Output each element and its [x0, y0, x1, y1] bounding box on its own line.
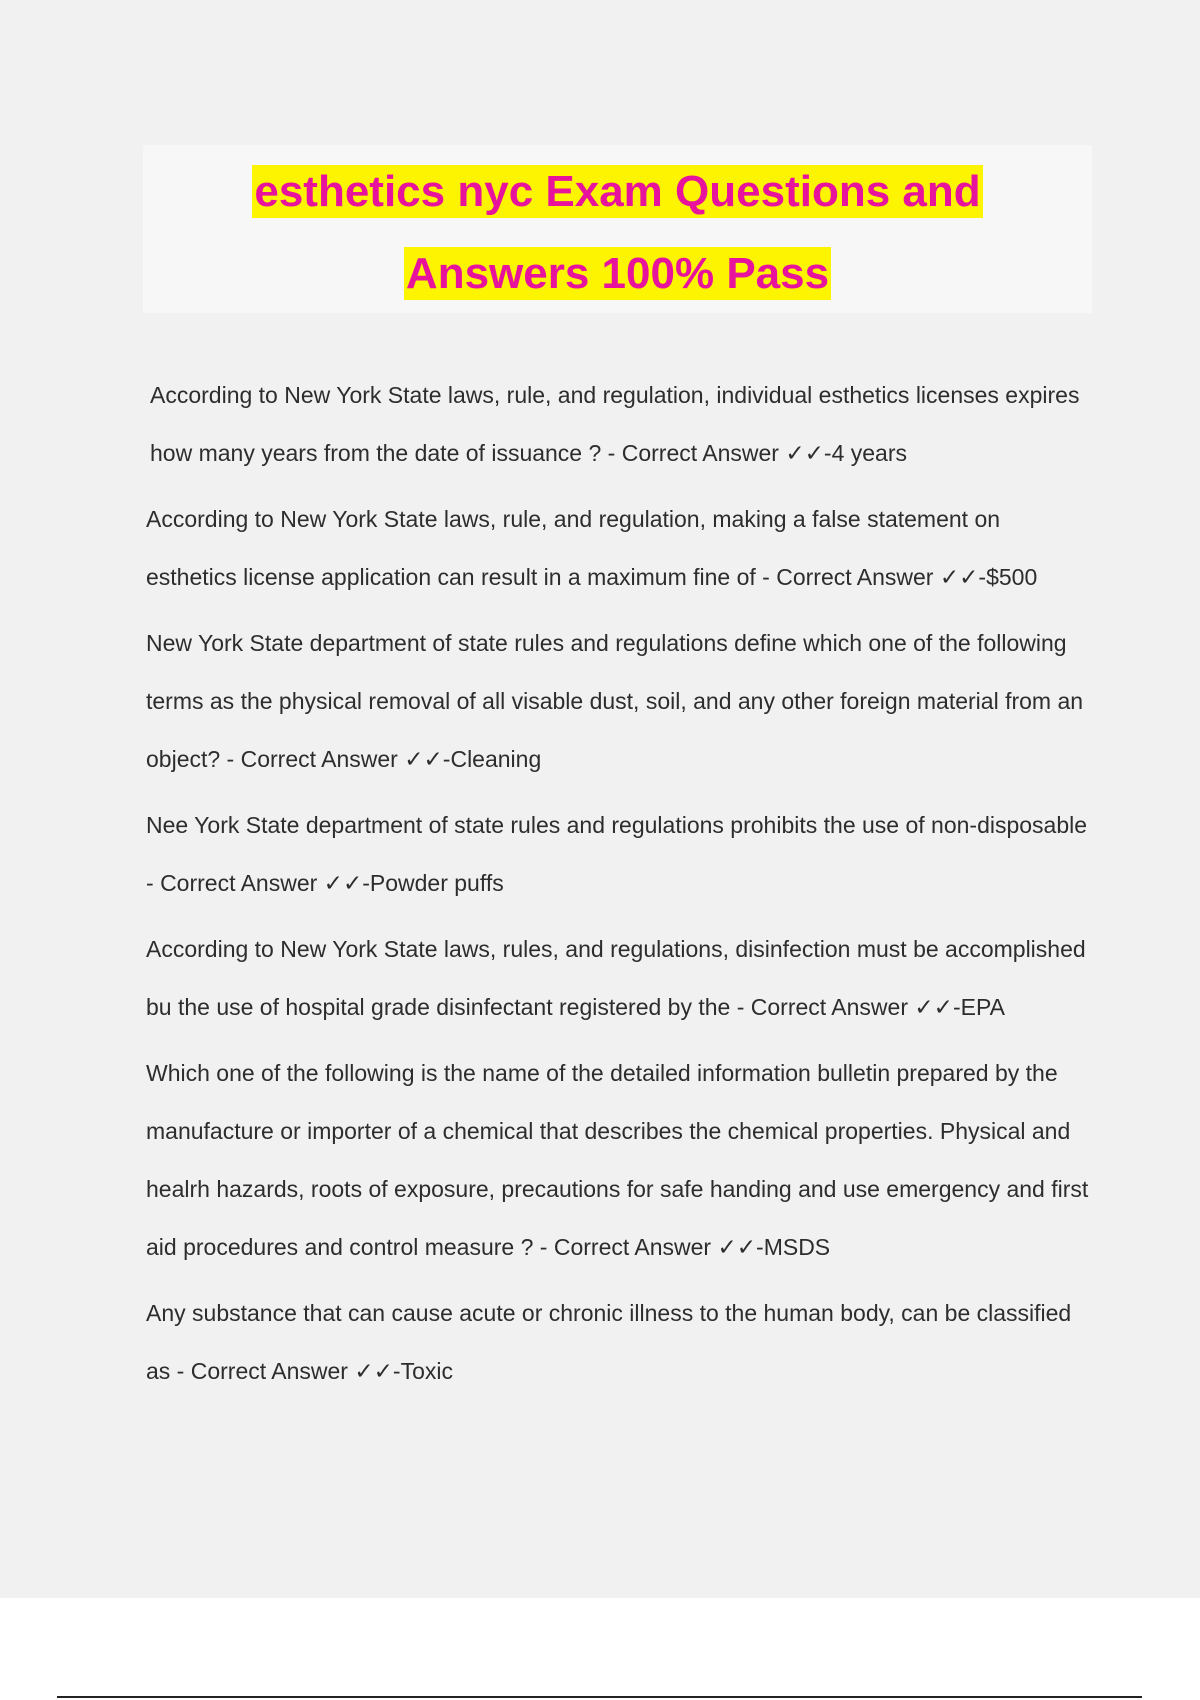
qa-item: According to New York State laws, rule, and regulation, making a false statement on esthetics license application can result in a maximum fine of - Correct Answer ✓✓-$500 [146, 506, 1038, 590]
double-check-icon: ✓✓ [354, 1358, 393, 1384]
answer-label: Correct Answer [160, 870, 318, 896]
answer-text: Powder puffs [369, 870, 504, 896]
answer-label: Correct Answer [553, 1234, 712, 1260]
double-check-icon: ✓✓ [717, 1234, 757, 1260]
qa-item: Nee York State department of state rules and regulations prohibits the use of non-disposable - Correct Answer ✓✓-Powder puffs [146, 812, 1088, 896]
title-line-1 [143, 151, 1092, 233]
answer-label: Correct Answer [190, 1358, 348, 1384]
question-text: Any substance that can cause acute or chronic illness to the human body, can be classified as [146, 1300, 1072, 1384]
double-check-icon: ✓✓ [323, 870, 363, 896]
qa-item: New York State department of state rules and regulations define which one of the following terms as the physical removal of all visable dust, soil, and any other foreign material from an object? - Correct Answer ✓✓-Cleaning [146, 630, 1084, 772]
double-check-icon: ✓✓ [939, 564, 979, 590]
question-text: According to New York State laws, rule, and regulation, individual esthetics licenses expires how many years from the date of issuance ? [150, 382, 1080, 466]
question-text: Nee York State department of state rules and regulations prohibits the use of non-disposable [146, 812, 1088, 838]
answer-text: Toxic [400, 1358, 453, 1384]
title-line-2 [143, 233, 1092, 315]
answer-text: 4 years [831, 440, 908, 466]
double-check-icon: ✓✓ [404, 746, 443, 772]
question-text: Which one of the following is the name of the detailed information bulletin prepared by the manufacture or importer of a chemical that describes the chemical properties. Physical and healrh hazards, roots of exposure, precautions for safe handing and use emergency and first aid procedures and control measure ? [146, 1060, 1089, 1260]
title-text-2: Answers 100% Pass [405, 249, 830, 298]
qa-item: According to New York State laws, rules, and regulations, disinfection must be accomplished bu the use of hospital grade disinfectant registered by the - Correct Answer ✓✓-EPA [146, 936, 1086, 1020]
question-text: According to New York State laws, rule, and regulation, making a false statement on esthetics license application can result in a maximum fine of [146, 506, 1001, 590]
answer-text: $500 [986, 564, 1038, 590]
double-check-icon: ✓✓ [785, 440, 824, 466]
double-check-icon: ✓✓ [914, 994, 953, 1020]
title-text-1: esthetics nyc Exam Questions and [254, 167, 981, 216]
answer-label: Correct Answer [750, 994, 908, 1020]
question-text: New York State department of state rules and regulations define which one of the following terms as the physical removal of all visable dust, soil, and any other foreign material from an object? [146, 630, 1084, 772]
answer-text: Cleaning [450, 746, 542, 772]
qa-item: According to New York State laws, rule, and regulation, individual esthetics licenses expires how many years from the date of issuance ? - Correct Answer ✓✓-4 years [150, 382, 1080, 466]
qa-item: Which one of the following is the name of the detailed information bulletin prepared by the manufacture or importer of a chemical that describes the chemical properties. Physical and healrh hazards, roots of exposure, precautions for safe handing and use emergency and first aid procedures and control measure ? - Correct Answer ✓✓-MSDS [146, 1060, 1089, 1260]
question-answer-list [146, 366, 1096, 1408]
answer-label: Correct Answer [776, 564, 934, 590]
question-text: According to New York State laws, rules, and regulations, disinfection must be accomplished bu the use of hospital grade disinfectant registered by the [146, 936, 1086, 1020]
answer-text: MSDS [763, 1234, 831, 1260]
answer-text: EPA [960, 994, 1005, 1020]
answer-label: Correct Answer [621, 440, 779, 466]
title-block [143, 145, 1092, 313]
qa-item: Any substance that can cause acute or chronic illness to the human body, can be classified as - Correct Answer ✓✓-Toxic [146, 1300, 1072, 1384]
answer-label: Correct Answer [240, 746, 398, 772]
footer-divider [57, 1696, 1142, 1698]
